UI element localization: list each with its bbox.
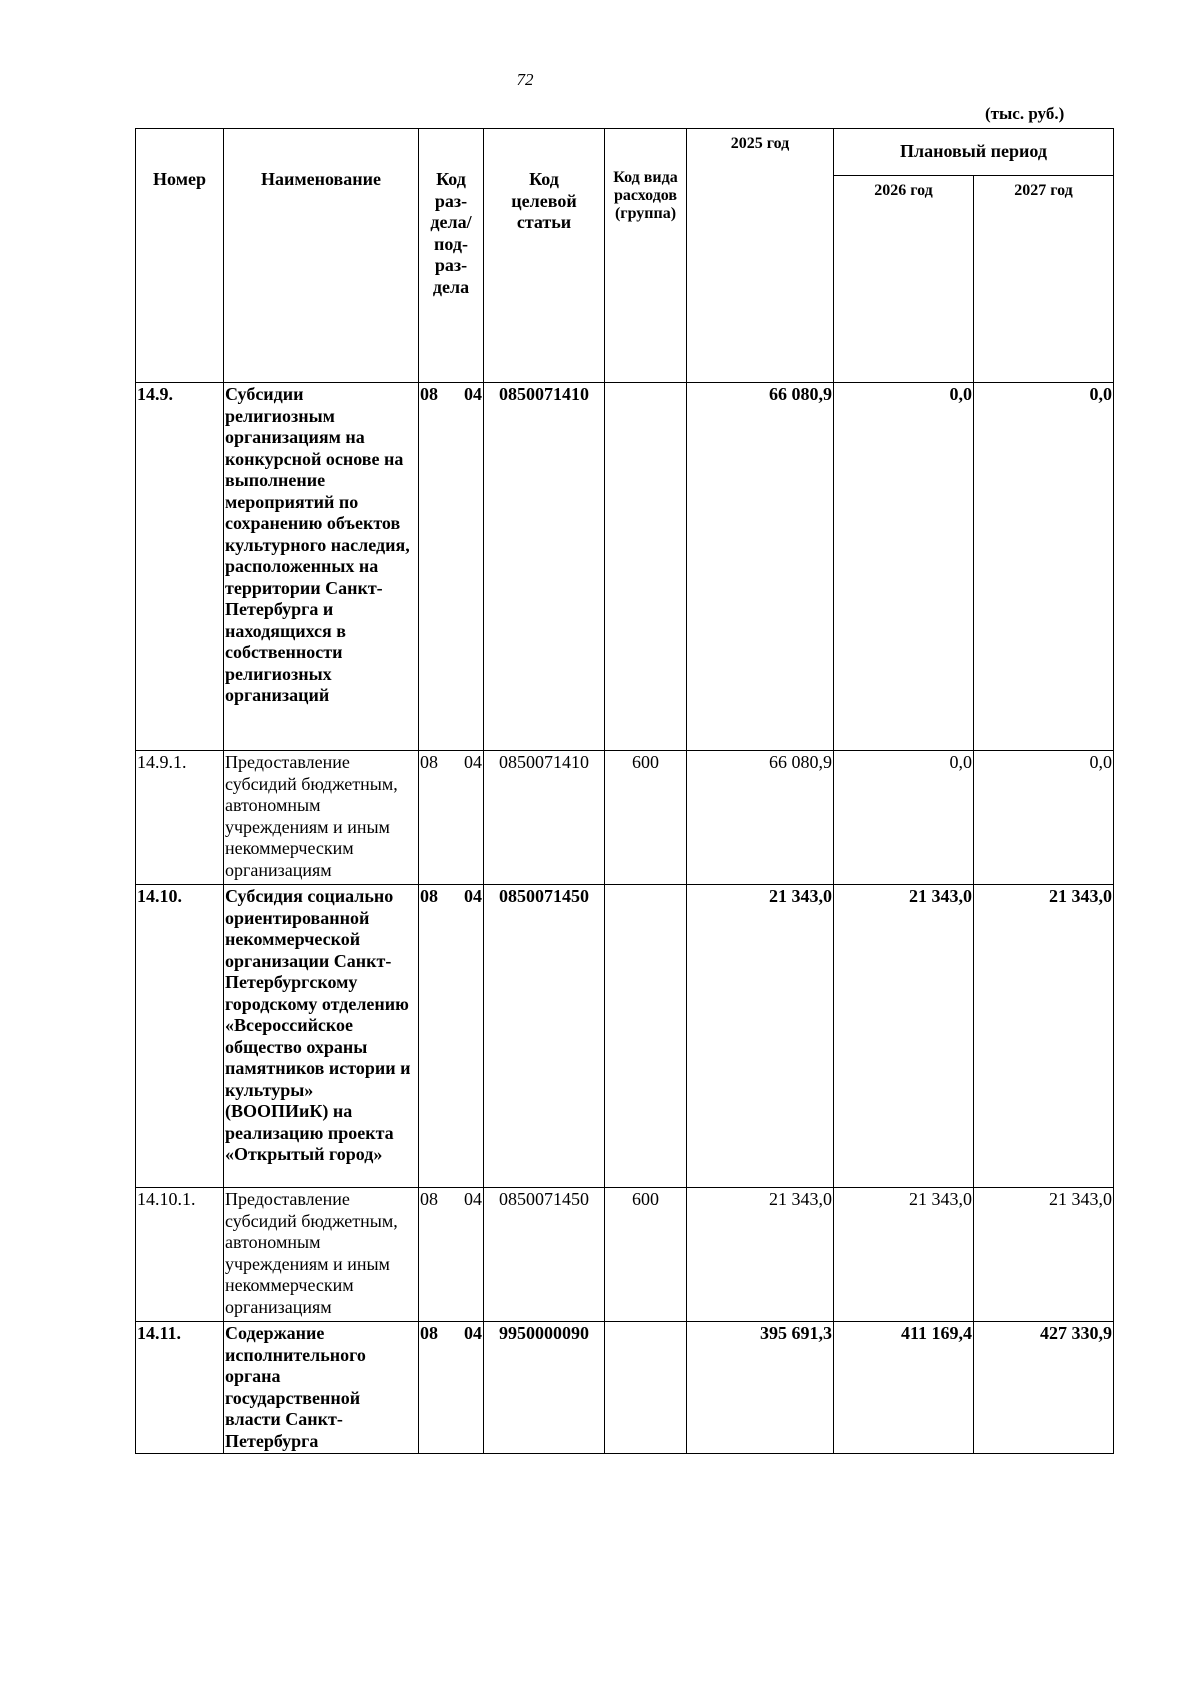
row-subsection: 04 bbox=[464, 1189, 482, 1209]
header-year-2027: 2027 год bbox=[974, 176, 1114, 383]
row-target-code: 0850071450 bbox=[484, 885, 605, 1188]
row-number: 14.10.1. bbox=[136, 1188, 224, 1322]
row-section: 08 bbox=[420, 886, 438, 906]
budget-table bbox=[135, 128, 1114, 1454]
header-number: Номер bbox=[136, 129, 224, 383]
unit-note: (тыс. руб.) bbox=[985, 104, 1065, 123]
row-subsection: 04 bbox=[464, 886, 482, 906]
row-amount-2026: 411 169,4 bbox=[834, 1322, 974, 1454]
header-name: Наименование bbox=[224, 129, 419, 383]
row-number: 14.11. bbox=[136, 1322, 224, 1454]
row-section-code bbox=[419, 1188, 484, 1322]
row-amount-2025: 66 080,9 bbox=[687, 751, 834, 885]
row-amount-2025: 395 691,3 bbox=[687, 1322, 834, 1454]
row-expense-type bbox=[605, 383, 687, 751]
row-target-code: 0850071450 bbox=[484, 1188, 605, 1322]
header-year-2026: 2026 год bbox=[834, 176, 974, 383]
row-number: 14.9.1. bbox=[136, 751, 224, 885]
row-target-code: 0850071410 bbox=[484, 383, 605, 751]
row-section: 08 bbox=[420, 384, 438, 404]
row-section: 08 bbox=[420, 1323, 438, 1343]
row-subsection: 04 bbox=[464, 752, 482, 772]
row-target-code: 9950000090 bbox=[484, 1322, 605, 1454]
header-expense-type: Код вида расходов (группа) bbox=[605, 129, 687, 383]
table-row bbox=[136, 1322, 1114, 1454]
row-amount-2025: 21 343,0 bbox=[687, 885, 834, 1188]
row-number: 14.9. bbox=[136, 383, 224, 751]
row-name: Субсидии религиозным организациям на конкурсной основе на выполнение мероприятий по сохранению объектов культурного наследия, расположенных на территории Санкт-Петербурга и находящихся в собственности религиозных организаций bbox=[224, 383, 419, 751]
row-amount-2026: 0,0 bbox=[834, 751, 974, 885]
row-expense-type: 600 bbox=[605, 1188, 687, 1322]
row-amount-2025: 21 343,0 bbox=[687, 1188, 834, 1322]
header-year-2025: 2025 год bbox=[687, 129, 834, 383]
row-name: Субсидия социально ориентированной некоммерческой организации Санкт-Петербургскому городскому отделению «Всероссийское общество охраны памятников истории и культуры» (ВООПИиК) на реализацию проекта «Открытый город» bbox=[224, 885, 419, 1188]
row-expense-type bbox=[605, 1322, 687, 1454]
row-target-code: 0850071410 bbox=[484, 751, 605, 885]
header-target-code: Код целевой статьи bbox=[484, 129, 605, 383]
table-row bbox=[136, 383, 1114, 751]
row-amount-2025: 66 080,9 bbox=[687, 383, 834, 751]
table-row bbox=[136, 885, 1114, 1188]
row-subsection: 04 bbox=[464, 384, 482, 404]
row-name: Предоставление субсидий бюджетным, автономным учреждениям и иным некоммерческим организациям bbox=[224, 1188, 419, 1322]
page-number: 72 bbox=[516, 70, 534, 89]
row-subsection: 04 bbox=[464, 1323, 482, 1343]
row-name: Предоставление субсидий бюджетным, автономным учреждениям и иным некоммерческим организациям bbox=[224, 751, 419, 885]
row-amount-2027: 21 343,0 bbox=[974, 1188, 1114, 1322]
row-section-code bbox=[419, 885, 484, 1188]
row-amount-2027: 21 343,0 bbox=[974, 885, 1114, 1188]
row-expense-type bbox=[605, 885, 687, 1188]
row-name: Содержание исполнительного органа государственной власти Санкт-Петербурга bbox=[224, 1322, 419, 1454]
table-row bbox=[136, 751, 1114, 885]
header-section-code-text: Код раз-дела/ под-раз-дела bbox=[430, 169, 472, 297]
row-section-code bbox=[419, 1322, 484, 1454]
table-row bbox=[136, 1188, 1114, 1322]
row-expense-type: 600 bbox=[605, 751, 687, 885]
row-amount-2026: 21 343,0 bbox=[834, 885, 974, 1188]
row-amount-2027: 427 330,9 bbox=[974, 1322, 1114, 1454]
header-planning-period: Плановый период bbox=[834, 129, 1114, 176]
row-section: 08 bbox=[420, 1189, 438, 1209]
row-section-code bbox=[419, 751, 484, 885]
row-number: 14.10. bbox=[136, 885, 224, 1188]
row-amount-2026: 21 343,0 bbox=[834, 1188, 974, 1322]
row-amount-2027: 0,0 bbox=[974, 751, 1114, 885]
row-amount-2026: 0,0 bbox=[834, 383, 974, 751]
table-body bbox=[136, 383, 1114, 1454]
row-section-code bbox=[419, 383, 484, 751]
table-header bbox=[136, 129, 1114, 383]
row-amount-2027: 0,0 bbox=[974, 383, 1114, 751]
row-section: 08 bbox=[420, 752, 438, 772]
header-section-code bbox=[419, 129, 484, 383]
